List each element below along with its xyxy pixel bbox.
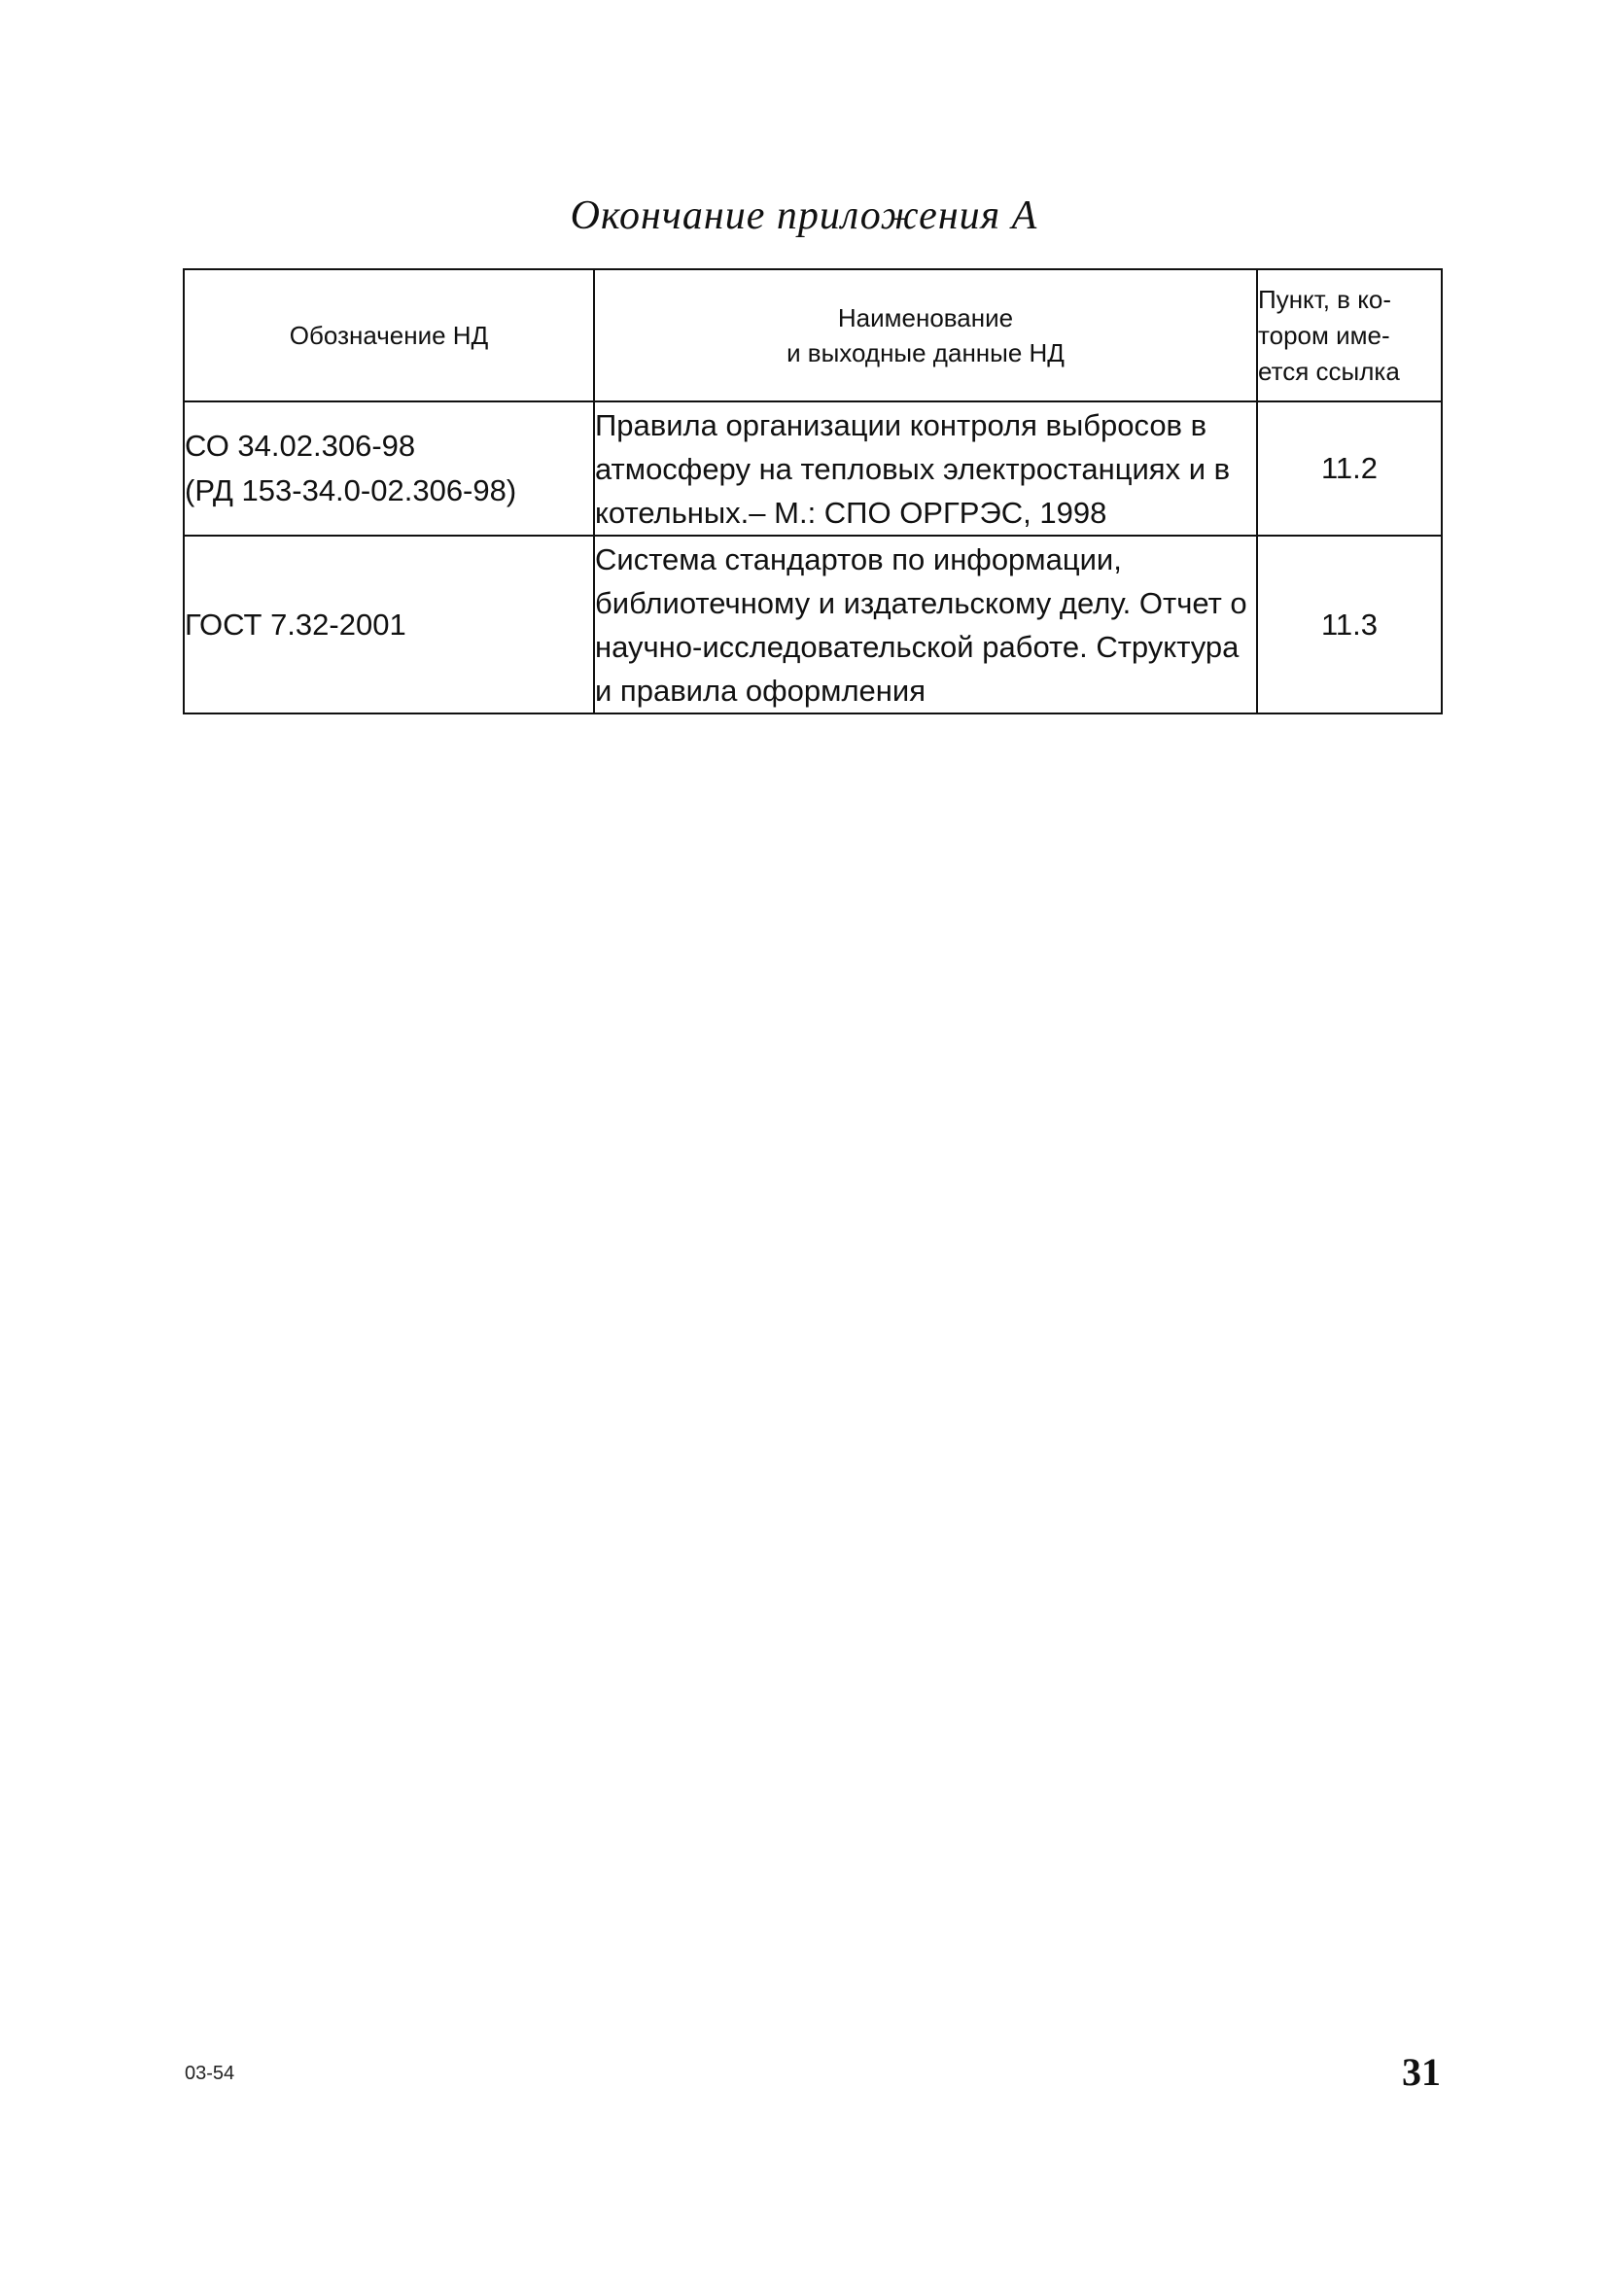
cell-name: Система стандартов по информации, библиотечному и издательскому делу. Отчет о научно-исследовательской работе. Структура и правила оформления — [594, 536, 1257, 713]
header-point-line: Пункт, в ко- — [1258, 284, 1392, 314]
table-row — [184, 536, 1442, 713]
page-number: 31 — [1402, 2050, 1441, 2094]
header-point-line: тором име- — [1258, 320, 1390, 350]
code-line: СО 34.02.306-98 — [185, 429, 416, 463]
header-name-line: Наименование — [837, 303, 1014, 332]
header-point-line: ется ссылка — [1258, 356, 1400, 386]
cell-point: 11.3 — [1257, 536, 1442, 713]
reference-table — [183, 268, 1443, 714]
table-header-row — [184, 269, 1442, 401]
cell-point: 11.2 — [1257, 401, 1442, 536]
header-name-line: и выходные данные НД — [787, 338, 1065, 367]
page-title: Окончание приложения А — [570, 193, 1038, 238]
header-code: Обозначение НД — [184, 269, 594, 401]
header-name — [594, 269, 1257, 401]
cell-code — [184, 536, 594, 713]
table-row — [184, 401, 1442, 536]
cell-name: Правила организации контроля выбросов в атмосферу на тепловых электростанциях и в котельных.– М.: СПО ОРГРЭС, 1998 — [594, 401, 1257, 536]
header-point — [1257, 269, 1442, 401]
code-line: ГОСТ 7.32-2001 — [185, 607, 406, 642]
code-line: (РД 153-34.0-02.306-98) — [185, 473, 517, 507]
footer-code: 03-54 — [185, 2063, 235, 2084]
cell-code — [184, 401, 594, 536]
